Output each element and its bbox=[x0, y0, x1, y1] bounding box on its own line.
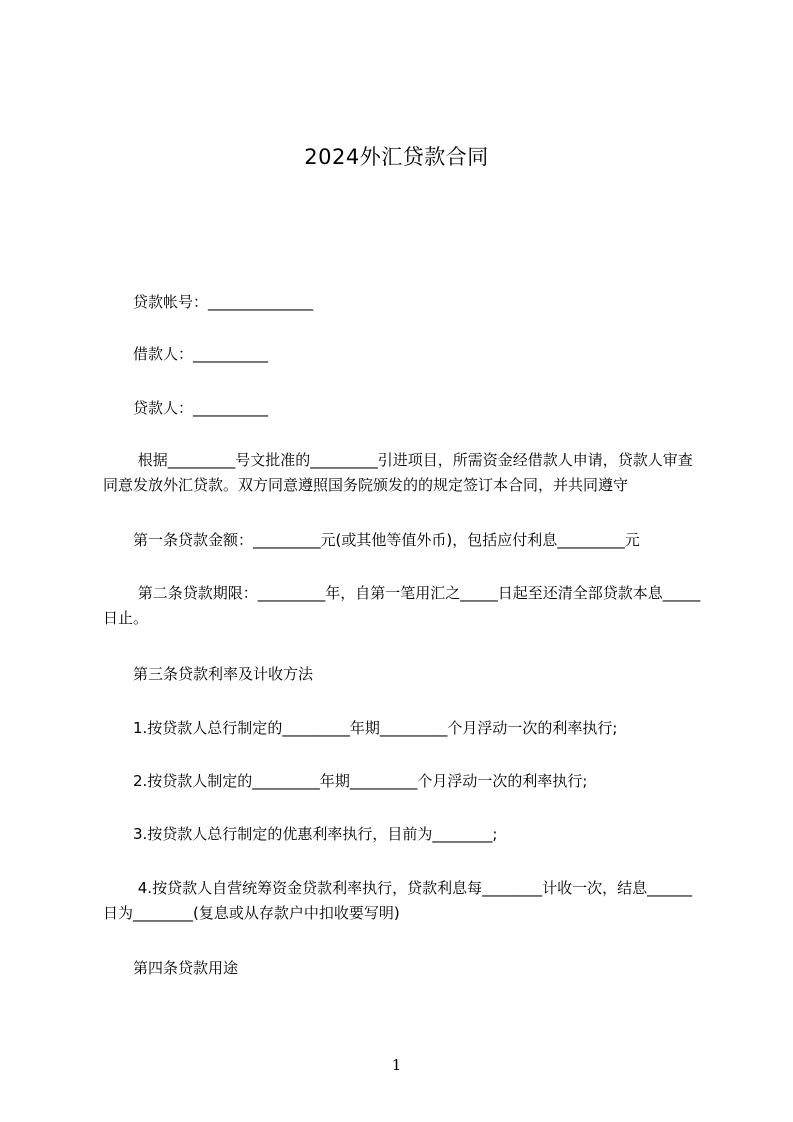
article-3-heading: 第三条贷款利率及计收方法 bbox=[103, 665, 314, 683]
article-4-heading: 第四条贷款用途 bbox=[103, 959, 239, 977]
article-2-loan-term: 第二条贷款期限：_________年，自第一笔用汇之_____日起至还清全部贷款本息_____日止。 bbox=[103, 584, 701, 627]
lender-line: 贷款人：__________ bbox=[103, 399, 269, 417]
page-number: 1 bbox=[391, 1056, 402, 1074]
article-3-item-2: 2.按贷款人制定的_________年期_________个月浮动一次的利率执行; bbox=[103, 772, 588, 790]
article-1-loan-amount: 第一条贷款金额：_________元(或其他等值外币)，包括应付利息_________元 bbox=[103, 531, 640, 549]
loan-account-line: 贷款帐号：______________ bbox=[103, 293, 314, 311]
preamble-paragraph: 根据_________号文批准的_________引进项目，所需资金经借款人申请，贷款人审查同意发放外汇贷款。双方同意遵照国务院颁发的的规定签订本合同，并共同遵守 bbox=[103, 451, 693, 494]
article-3-item-1: 1.按贷款人总行制定的_________年期_________个月浮动一次的利率执行; bbox=[103, 719, 618, 737]
document-title: 2024外汇贷款合同 bbox=[304, 145, 489, 169]
borrower-line: 借款人：__________ bbox=[103, 345, 269, 363]
article-3-item-4: 4.按贷款人自营统筹资金贷款利率执行，贷款利息每________计收一次，结息______日为________(复息或从存款户中扣收要写明) bbox=[103, 879, 693, 922]
article-3-item-3: 3.按贷款人总行制定的优惠利率执行，目前为________; bbox=[103, 825, 498, 843]
